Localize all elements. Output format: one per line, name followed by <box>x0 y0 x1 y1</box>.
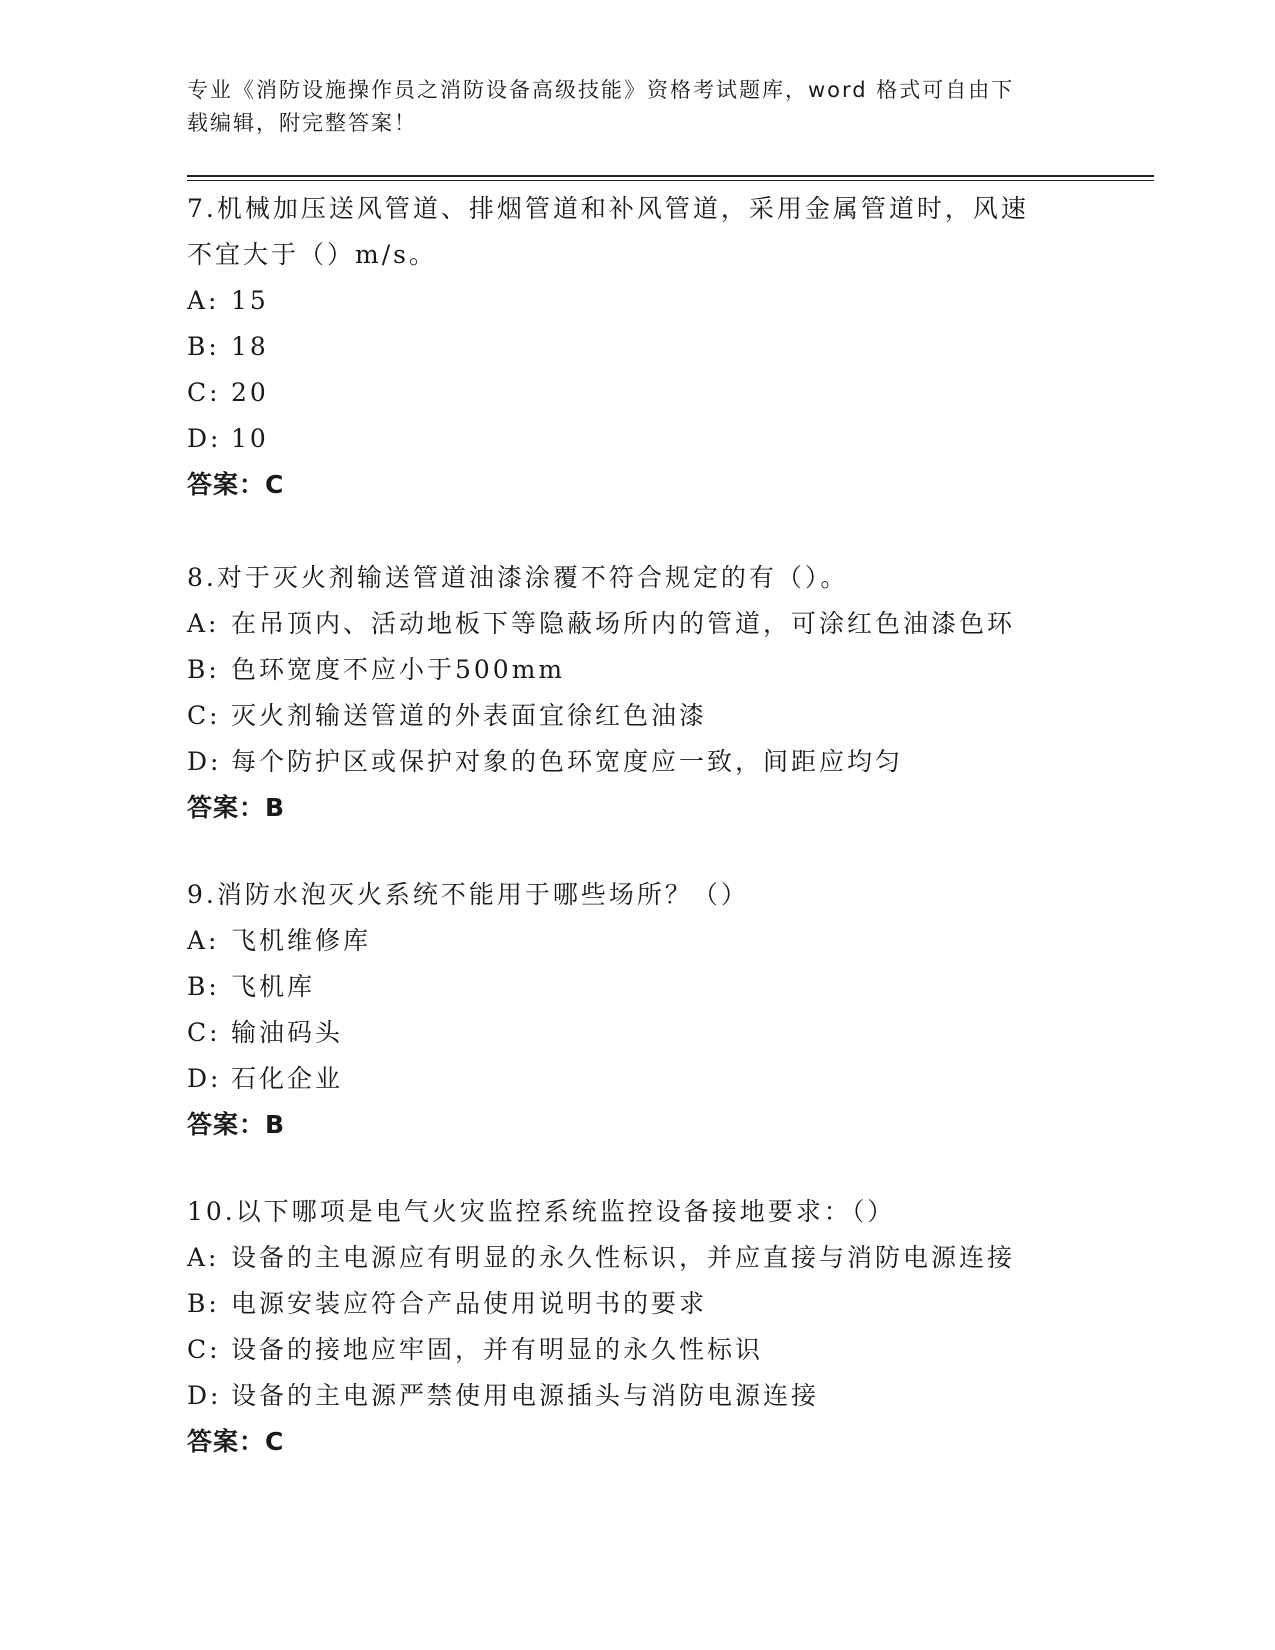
question-stem-line: 7.机械加压送风管道、排烟管道和补风管道，采用金属管道时，风速 <box>187 194 1029 223</box>
option-letter: B: <box>187 1289 220 1318</box>
option-text: 18 <box>231 332 269 361</box>
question-8 <box>187 555 1087 831</box>
option-c <box>187 1010 1087 1056</box>
header-line-2: 载编辑，附完整答案！ <box>187 111 417 135</box>
option-letter: A: <box>187 926 220 955</box>
option-letter: B: <box>187 332 220 361</box>
answer-line: 答案：C <box>187 1427 285 1456</box>
option-text: 设备的接地应牢固，并有明显的永久性标识 <box>231 1335 764 1364</box>
option-a <box>187 278 1087 324</box>
answer-line: 答案：B <box>187 793 286 822</box>
option-letter: B: <box>187 972 220 1001</box>
option-a <box>187 918 1087 964</box>
option-text: 每个防护区或保护对象的色环宽度应一致，间距应均匀 <box>231 747 904 776</box>
option-letter: D: <box>187 747 222 776</box>
option-text: 飞机维修库 <box>231 926 372 955</box>
option-letter: A: <box>187 609 220 638</box>
option-c <box>187 370 1087 416</box>
option-letter: C: <box>187 378 221 407</box>
option-letter: D: <box>187 1064 222 1093</box>
option-text: 设备的主电源应有明显的永久性标识，并应直接与消防电源连接 <box>231 1243 1016 1272</box>
option-d <box>187 416 1087 462</box>
option-text: 石化企业 <box>231 1064 344 1093</box>
question-stem-line: 10.以下哪项是电气火灾监控系统监控设备接地要求：（） <box>187 1197 896 1226</box>
option-letter: D: <box>187 1381 222 1410</box>
option-d <box>187 739 1087 785</box>
option-text: 输油码头 <box>231 1018 344 1047</box>
question-7 <box>187 186 1087 508</box>
option-letter: B: <box>187 655 220 684</box>
option-letter: C: <box>187 1335 221 1364</box>
option-text: 灭火剂输送管道的外表面宜徐红色油漆 <box>231 701 708 730</box>
option-letter: A: <box>187 1243 220 1272</box>
option-b <box>187 1281 1087 1327</box>
option-text: 15 <box>231 286 269 315</box>
option-d <box>187 1373 1087 1419</box>
option-b <box>187 647 1087 693</box>
header-line-1: 专业《消防设施操作员之消防设备高级技能》资格考试题库，word 格式可自由下 <box>187 78 1015 102</box>
header-divider-thick <box>187 175 1154 177</box>
option-letter: C: <box>187 701 221 730</box>
option-text: 色环宽度不应小于500mm <box>231 655 566 684</box>
document-header <box>187 74 1067 140</box>
option-b <box>187 324 1087 370</box>
option-letter: D: <box>187 424 222 453</box>
option-text: 20 <box>231 378 269 407</box>
option-text: 电源安装应符合产品使用说明书的要求 <box>231 1289 708 1318</box>
option-a <box>187 601 1087 647</box>
option-text: 在吊顶内、活动地板下等隐蔽场所内的管道，可涂红色油漆色环 <box>231 609 1016 638</box>
option-text: 设备的主电源严禁使用电源插头与消防电源连接 <box>231 1381 820 1410</box>
answer-line: 答案：C <box>187 470 285 499</box>
option-text: 飞机库 <box>231 972 316 1001</box>
question-9 <box>187 872 1087 1148</box>
option-b <box>187 964 1087 1010</box>
question-stem-line: 不宜大于（）m/s。 <box>187 240 437 269</box>
question-stem-line: 8.对于灭火剂输送管道油漆涂覆不符合规定的有（）。 <box>187 563 849 592</box>
option-letter: C: <box>187 1018 221 1047</box>
option-letter: A: <box>187 286 220 315</box>
option-c <box>187 1327 1087 1373</box>
option-c <box>187 693 1087 739</box>
question-10 <box>187 1189 1087 1465</box>
header-divider-thin <box>187 180 1154 181</box>
option-a <box>187 1235 1087 1281</box>
answer-line: 答案：B <box>187 1110 286 1139</box>
option-text: 10 <box>231 424 269 453</box>
option-d <box>187 1056 1087 1102</box>
question-stem-line: 9.消防水泡灭火系统不能用于哪些场所？（） <box>187 880 749 909</box>
